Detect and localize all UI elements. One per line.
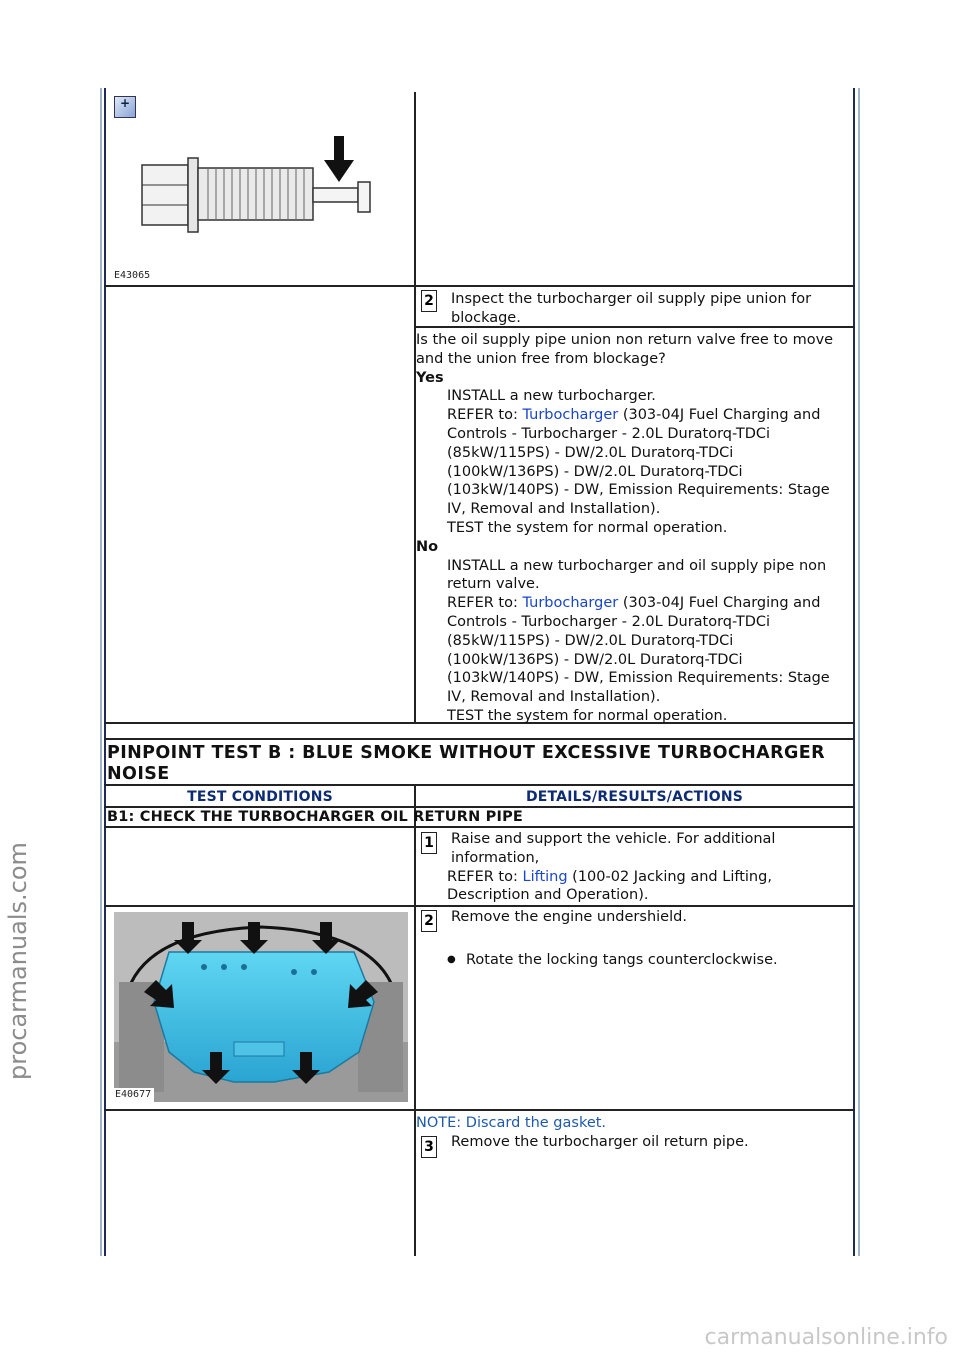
no-refer-prefix: REFER to: xyxy=(447,595,523,612)
b1-step-number-1: 1 xyxy=(421,832,437,854)
b1-step1-rule xyxy=(104,905,855,907)
frame-right-outer xyxy=(858,88,860,1256)
b3-step3-text: Remove the turbocharger oil return pipe. xyxy=(451,1134,749,1150)
frame-right-inner xyxy=(853,88,855,1256)
pinpoint-top-rule xyxy=(104,738,855,740)
pinpoint-title: PINPOINT TEST B : BLUE SMOKE WITHOUT EXCESSIVE TURBOCHARGER NOISE xyxy=(107,743,825,784)
b2-bullet-list xyxy=(447,951,847,970)
no-test: TEST the system for normal operation. xyxy=(447,707,728,724)
turbocharger-link-no[interactable]: Turbocharger xyxy=(522,595,619,612)
step2-text: Inspect the turbocharger oil supply pipe union for blockage. xyxy=(451,291,812,326)
b1-step1-refer xyxy=(447,868,847,906)
yes-refer-prefix: REFER to: xyxy=(447,407,523,424)
b2-step2-rule xyxy=(104,1109,855,1111)
no-block xyxy=(416,557,848,726)
no-refer xyxy=(447,594,848,707)
no-action: INSTALL a new turbocharger and oil supply pipe non return valve. xyxy=(447,557,827,593)
fig1-label: E43065 xyxy=(114,270,151,281)
step-number-2: 2 xyxy=(421,290,437,312)
pinpoint-title-rule xyxy=(104,784,855,786)
b2-bullet-item: ● Rotate the locking tangs counterclockwise. xyxy=(447,951,847,970)
fig2-label: E40677 xyxy=(115,1089,152,1100)
lifting-link[interactable]: Lifting xyxy=(522,868,568,885)
no-refer-rest: (303-04J Fuel Charging and Controls - Turbocharger - 2.0L Duratorq-TDCi (85kW/115PS) - DW/2.0L Duratorq-TDCi (100kW/136PS) - DW/2.0L Duratorq-TDCi (103kW/140PS) - DW, Emission Requirements: Stage IV, Removal and Installation). xyxy=(447,595,830,706)
col-header-details: DETAILS/RESULTS/ACTIONS xyxy=(525,789,744,805)
results-block xyxy=(416,331,848,726)
lifting-refer-prefix: REFER to: xyxy=(447,868,523,885)
fig-oil-supply-union xyxy=(112,130,402,280)
b3-step-number-3: 3 xyxy=(421,1136,437,1158)
turbocharger-link-yes[interactable]: Turbocharger xyxy=(522,407,619,424)
question-text: Is the oil supply pipe union non return valve free to move and the union free from blockage? xyxy=(416,332,834,367)
frame-left-outer xyxy=(100,88,102,1256)
fig-engine-undershield xyxy=(114,912,408,1102)
no-label: No xyxy=(416,538,439,555)
yes-refer xyxy=(447,406,848,519)
frame-left-inner xyxy=(104,88,106,1256)
lifting-refer-rest: (100-02 Jacking and Lifting, Description and Operation). xyxy=(447,868,772,904)
yes-refer-rest: (303-04J Fuel Charging and Controls - Turbocharger - 2.0L Duratorq-TDCi (85kW/115PS) - DW/2.0L Duratorq-TDCi (100kW/136PS) - DW/2.0L Duratorq-TDCi (103kW/140PS) - DW, Emission Requirements: Stage IV, Removal and Installation). xyxy=(447,407,830,518)
b1-title: B1: CHECK THE TURBOCHARGER OIL RETURN PIPE xyxy=(107,809,524,825)
bottom-watermark: carmanualsonline.info xyxy=(704,1325,948,1350)
enlarge-image-icon[interactable] xyxy=(114,96,136,118)
b3-note: NOTE: Discard the gasket. xyxy=(416,1115,607,1131)
b1-title-rule xyxy=(104,826,855,828)
col-divider-lower xyxy=(414,786,416,1256)
rule-after-fig1 xyxy=(104,285,855,287)
col-header-rule xyxy=(104,806,855,808)
b2-step-number-2: 2 xyxy=(421,910,437,932)
yes-block xyxy=(416,387,848,537)
b1-step1-text: Raise and support the vehicle. For additional information, xyxy=(451,831,776,866)
b2-step2-text: Remove the engine undershield. xyxy=(451,909,687,925)
col-header-test-conditions: TEST CONDITIONS xyxy=(187,789,333,805)
b1-step1-block xyxy=(447,830,847,905)
side-watermark: procarmanuals.com xyxy=(4,842,32,1080)
yes-action: INSTALL a new turbocharger. xyxy=(447,388,656,405)
yes-label: Yes xyxy=(416,369,444,386)
yes-test: TEST the system for normal operation. xyxy=(447,519,728,536)
